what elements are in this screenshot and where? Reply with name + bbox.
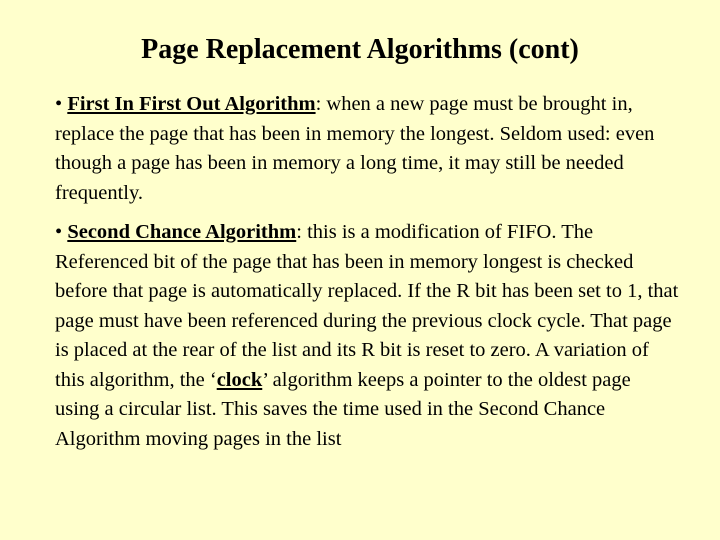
slide-body xyxy=(55,90,680,464)
fifo-description: : when a new page must be brought in, replace the page that has been in memory the longest. Seldom used: even though a page has been in memory a long time, it may still be needed frequently. xyxy=(55,93,655,204)
second-chance-paragraph xyxy=(55,218,680,454)
second-chance-bullet: • xyxy=(55,221,63,243)
slide-title: Page Replacement Algorithms (cont) xyxy=(141,34,579,65)
fifo-term: First In First Out Algorithm xyxy=(67,93,316,115)
fifo-bullet: • xyxy=(55,93,63,115)
second-chance-description: : this is a modification of FIFO. The Referenced bit of the page that has been in memory longest is checked before that page is automatically replaced. If the R bit has been set to 1, that page must have been referenced during the previous clock cycle. That page is placed at the rear of the list and its R bit is reset to zero. A variation of this algorithm, the ‘ xyxy=(55,221,679,391)
fifo-paragraph xyxy=(55,90,680,208)
second-chance-description-continued: ’ algorithm keeps a pointer to the oldest page using a circular list. This saves the time used in the Second Chance Algorithm moving pages in the list xyxy=(55,368,631,450)
second-chance-term: Second Chance Algorithm xyxy=(67,221,297,243)
clock-term: clock xyxy=(216,368,263,391)
